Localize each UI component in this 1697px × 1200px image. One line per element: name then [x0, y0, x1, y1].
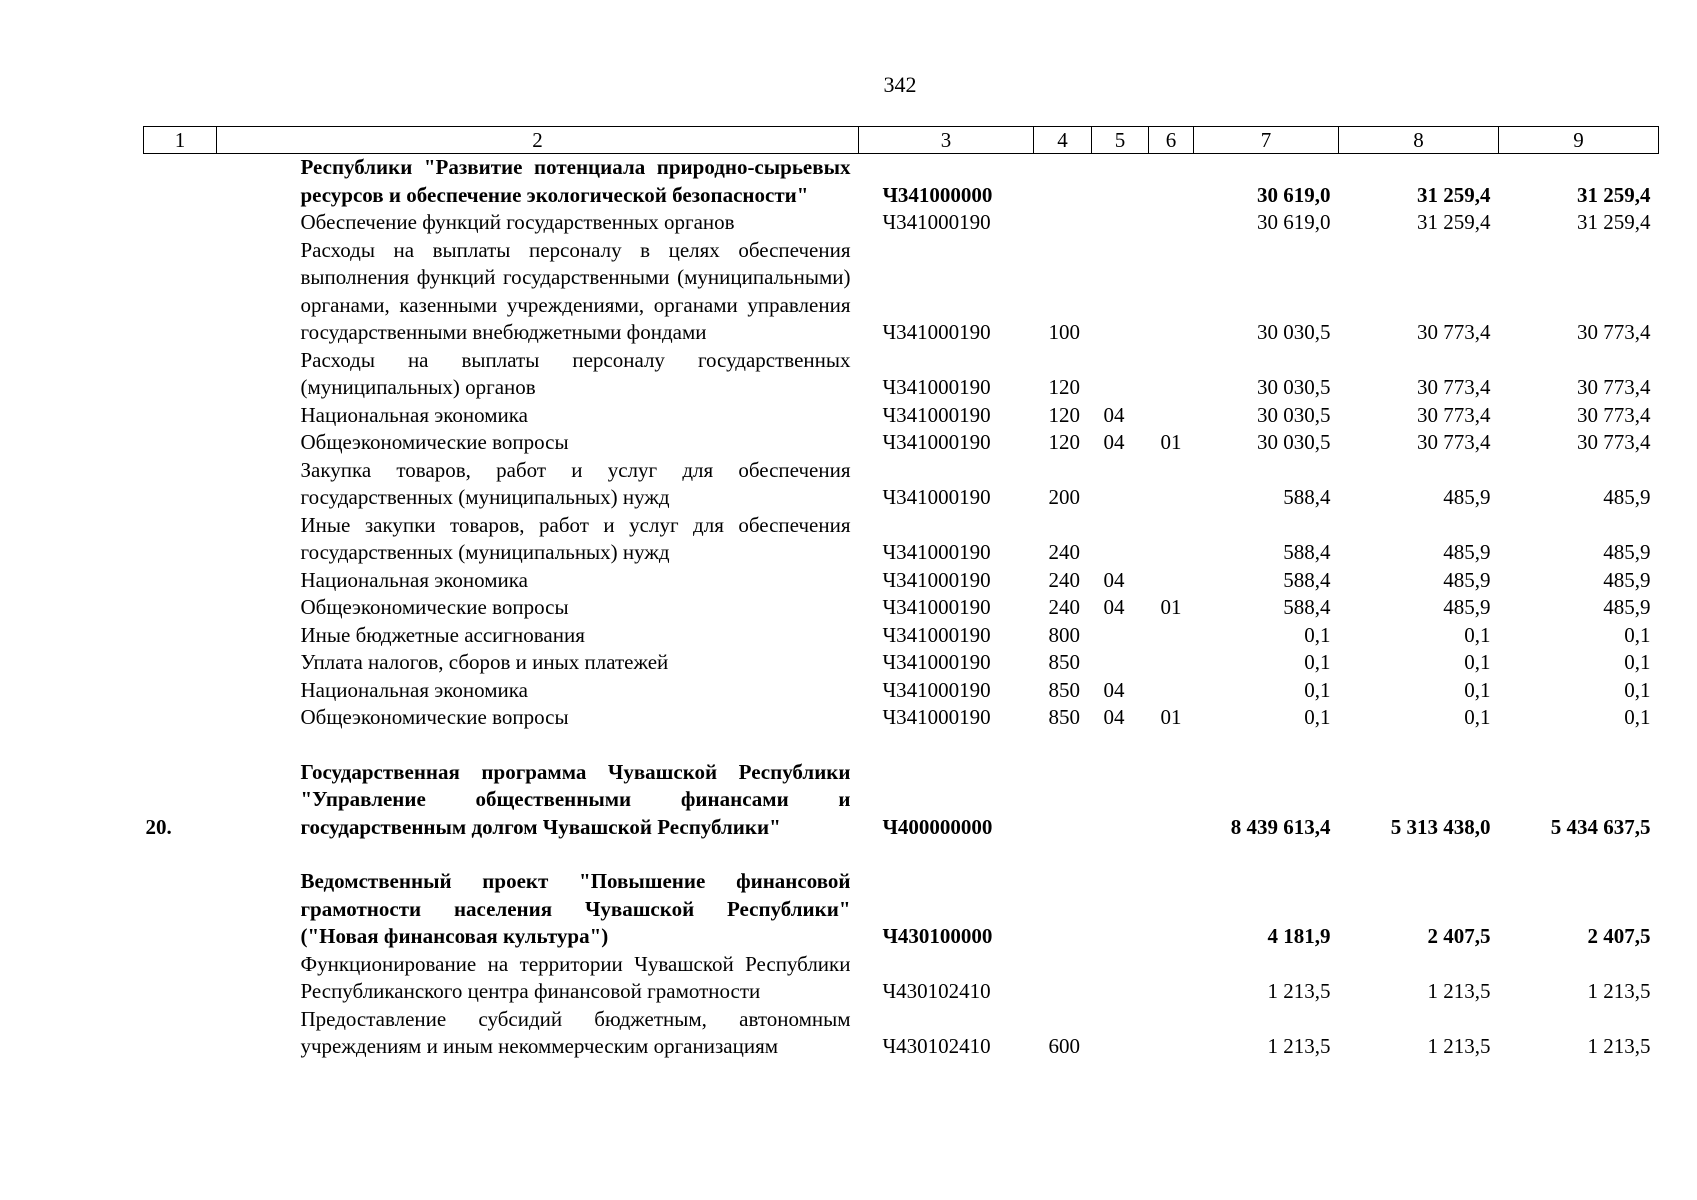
- amount-col-9: 30 773,4: [1577, 375, 1651, 399]
- amount-col-8: 31 259,4: [1417, 210, 1491, 234]
- subsection-code: [1149, 1006, 1194, 1061]
- row-name: Уплата налогов, сборов и иных платежей: [300, 650, 669, 674]
- section-code: 04: [1103, 567, 1125, 592]
- subsection-code: [1149, 237, 1194, 347]
- spacer-row: [144, 732, 1659, 759]
- amount-col-8: 2 407,5: [1427, 924, 1491, 948]
- table-row: [144, 677, 1659, 705]
- amount-col-7: 0,1: [1304, 650, 1331, 674]
- row-name: Национальная экономика: [300, 567, 528, 592]
- amount-col-9: 30 773,4: [1577, 320, 1651, 344]
- amount-col-7: 30 030,5: [1257, 402, 1331, 427]
- table-body: [144, 154, 1659, 1061]
- subsection-code: [1149, 677, 1194, 705]
- section-code: [1092, 457, 1149, 512]
- row-name: Функционирование на территории Чувашской Республики Республиканского центра финансовой грамотности: [300, 951, 851, 1003]
- expense-type-code: 240: [1048, 540, 1080, 564]
- section-code: [1092, 1006, 1149, 1061]
- target-code: Ч341000190: [882, 595, 991, 619]
- section-code: [1092, 512, 1149, 567]
- header-col-7: 7: [1194, 127, 1339, 154]
- amount-col-7: 0,1: [1304, 622, 1331, 647]
- table-row: [144, 347, 1659, 402]
- table-row: [144, 622, 1659, 650]
- amount-col-7: 8 439 613,4: [1230, 814, 1331, 839]
- table-row: [144, 951, 1659, 1006]
- table-row: [144, 237, 1659, 347]
- row-number: [144, 951, 217, 1006]
- subsection-code: [1149, 154, 1194, 210]
- expense-type-code: 200: [1048, 485, 1080, 509]
- expense-type-code: 120: [1048, 430, 1080, 454]
- subsection-code: [1149, 347, 1194, 402]
- row-number: [144, 237, 217, 347]
- amount-col-9: 485,9: [1603, 540, 1651, 564]
- amount-col-9: 1 213,5: [1587, 979, 1651, 1003]
- amount-col-7: 4 181,9: [1267, 924, 1331, 948]
- row-name: Национальная экономика: [300, 677, 528, 702]
- amount-col-9: 5 434 637,5: [1550, 814, 1651, 839]
- amount-col-7: 30 030,5: [1257, 320, 1331, 344]
- header-col-9: 9: [1499, 127, 1659, 154]
- expense-type-code: 850: [1048, 677, 1080, 702]
- header-col-3: 3: [859, 127, 1034, 154]
- section-code: 04: [1103, 430, 1125, 454]
- amount-col-8: 30 773,4: [1417, 430, 1491, 454]
- table-row: [144, 154, 1659, 210]
- amount-col-8: 1 213,5: [1427, 1034, 1491, 1058]
- amount-col-7: 1 213,5: [1267, 979, 1331, 1003]
- table-row: [144, 868, 1659, 951]
- page-number: 342: [883, 72, 917, 97]
- row-number: [144, 429, 217, 457]
- header-col-1: 1: [144, 127, 217, 154]
- section-code: [1092, 649, 1149, 677]
- expense-type-code: 240: [1048, 567, 1080, 592]
- subsection-code: [1149, 759, 1194, 842]
- section-code: [1092, 868, 1149, 951]
- table-row: [144, 512, 1659, 567]
- amount-col-9: 485,9: [1603, 595, 1651, 619]
- amount-col-7: 0,1: [1304, 677, 1331, 702]
- amount-col-8: 30 773,4: [1417, 375, 1491, 399]
- table-row: [144, 649, 1659, 677]
- row-name: Обеспечение функций государственных органов: [300, 210, 735, 234]
- section-code: [1092, 622, 1149, 650]
- spacer-cell: [144, 732, 1659, 759]
- amount-col-8: 485,9: [1443, 567, 1491, 592]
- amount-col-7: 30 619,0: [1257, 210, 1331, 234]
- amount-col-7: 30 030,5: [1257, 375, 1331, 399]
- expense-type-code: [1034, 759, 1092, 842]
- row-name: Национальная экономика: [300, 402, 528, 427]
- header-col-4: 4: [1034, 127, 1092, 154]
- row-number: [144, 154, 217, 210]
- table-row: [144, 594, 1659, 622]
- expense-type-code: 600: [1048, 1034, 1080, 1058]
- row-number: 20.: [145, 814, 172, 839]
- amount-col-7: 588,4: [1283, 485, 1331, 509]
- amount-col-8: 0,1: [1464, 677, 1491, 702]
- amount-col-7: 30 030,5: [1257, 430, 1331, 454]
- target-code: Ч341000190: [882, 622, 991, 647]
- amount-col-7: 588,4: [1283, 567, 1331, 592]
- amount-col-8: 485,9: [1443, 595, 1491, 619]
- table-row: [144, 402, 1659, 430]
- amount-col-9: 1 213,5: [1587, 1034, 1651, 1058]
- target-code: Ч341000190: [882, 375, 991, 399]
- expense-type-code: 850: [1048, 705, 1080, 729]
- target-code: Ч400000000: [882, 814, 993, 839]
- subsection-code: [1149, 951, 1194, 1006]
- target-code: Ч341000190: [882, 567, 991, 592]
- row-name: Общеэкономические вопросы: [300, 705, 569, 729]
- target-code: Ч341000190: [882, 650, 991, 674]
- section-code: [1092, 759, 1149, 842]
- expense-type-code: 100: [1048, 320, 1080, 344]
- target-code: Ч430102410: [882, 979, 991, 1003]
- row-number: [144, 512, 217, 567]
- row-number: [144, 347, 217, 402]
- row-number: [144, 704, 217, 732]
- header-col-6: 6: [1149, 127, 1194, 154]
- budget-table: [143, 126, 1659, 1061]
- row-name: Ведомственный проект "Повышение финансовой грамотности населения Чувашской Республики" ("Новая финансовая культура"): [300, 869, 851, 948]
- amount-col-9: 485,9: [1603, 485, 1651, 509]
- section-code: 04: [1103, 402, 1125, 427]
- amount-col-8: 5 313 438,0: [1390, 814, 1491, 839]
- target-code: Ч341000190: [882, 677, 991, 702]
- row-number: [144, 868, 217, 951]
- target-code: Ч341000190: [882, 485, 991, 509]
- expense-type-code: 240: [1048, 595, 1080, 619]
- table-row: [144, 457, 1659, 512]
- section-code: [1092, 237, 1149, 347]
- subsection-code: [1149, 567, 1194, 595]
- amount-col-9: 0,1: [1624, 650, 1651, 674]
- amount-col-8: 0,1: [1464, 705, 1491, 729]
- amount-col-7: 588,4: [1283, 540, 1331, 564]
- amount-col-9: 31 259,4: [1577, 210, 1651, 234]
- table-row: [144, 704, 1659, 732]
- amount-col-9: 0,1: [1624, 705, 1651, 729]
- target-code: Ч430102410: [882, 1034, 991, 1058]
- section-code: [1092, 347, 1149, 402]
- subsection-code: [1149, 457, 1194, 512]
- target-code: Ч341000190: [882, 210, 991, 234]
- target-code: Ч341000190: [882, 430, 991, 454]
- target-code: Ч341000000: [882, 182, 993, 207]
- row-name: Общеэкономические вопросы: [300, 430, 569, 454]
- expense-type-code: [1034, 868, 1092, 951]
- amount-col-7: 0,1: [1304, 705, 1331, 729]
- amount-col-9: 0,1: [1624, 622, 1651, 647]
- amount-col-8: 30 773,4: [1417, 402, 1491, 427]
- expense-type-code: 120: [1048, 375, 1080, 399]
- table-row: [144, 1006, 1659, 1061]
- target-code: Ч341000190: [882, 705, 991, 729]
- amount-col-9: 31 259,4: [1577, 182, 1651, 207]
- amount-col-9: 0,1: [1624, 677, 1651, 702]
- row-number: [144, 594, 217, 622]
- amount-col-7: 588,4: [1283, 595, 1331, 619]
- amount-col-9: 30 773,4: [1577, 402, 1651, 427]
- amount-col-8: 485,9: [1443, 540, 1491, 564]
- table-row: [144, 429, 1659, 457]
- amount-col-9: 30 773,4: [1577, 430, 1651, 454]
- row-number: [144, 1006, 217, 1061]
- row-number: [144, 209, 217, 237]
- header-col-5: 5: [1092, 127, 1149, 154]
- row-name: Республики "Развитие потенциала природно-сырьевых ресурсов и обеспечение экологической безопасности": [300, 155, 851, 207]
- section-code: [1092, 951, 1149, 1006]
- target-code: Ч341000190: [882, 540, 991, 564]
- spacer-row: [144, 841, 1659, 868]
- amount-col-7: 1 213,5: [1267, 1034, 1331, 1058]
- row-number: [144, 649, 217, 677]
- expense-type-code: [1034, 154, 1092, 210]
- expense-type-code: 850: [1048, 650, 1080, 674]
- row-number: [144, 567, 217, 595]
- subsection-code: [1149, 209, 1194, 237]
- spacer-cell: [144, 841, 1659, 868]
- row-number: [144, 402, 217, 430]
- subsection-code: [1149, 402, 1194, 430]
- subsection-code: 01: [1160, 705, 1182, 729]
- row-name: Расходы на выплаты персоналу в целях обеспечения выполнения функций государственными (муниципальными) органами, казенными учреждениями, органами управления государственными внебюджетными фондами: [300, 237, 851, 344]
- subsection-code: 01: [1160, 430, 1182, 454]
- expense-type-code: [1034, 951, 1092, 1006]
- amount-col-8: 0,1: [1464, 650, 1491, 674]
- subsection-code: [1149, 868, 1194, 951]
- row-name: Предоставление субсидий бюджетным, автономным учреждениям и иным некоммерческим организациям: [300, 1006, 851, 1058]
- section-code: [1092, 209, 1149, 237]
- header-col-8: 8: [1339, 127, 1499, 154]
- subsection-code: 01: [1160, 595, 1182, 619]
- row-number: [144, 677, 217, 705]
- table-row: [144, 759, 1659, 842]
- amount-col-9: 2 407,5: [1587, 924, 1651, 948]
- section-code: 04: [1103, 595, 1125, 619]
- header-col-2: 2: [217, 127, 859, 154]
- row-name: Расходы на выплаты персоналу государственных (муниципальных) органов: [300, 347, 851, 399]
- amount-col-8: 30 773,4: [1417, 320, 1491, 344]
- section-code: 04: [1103, 677, 1125, 702]
- amount-col-8: 31 259,4: [1417, 182, 1491, 207]
- target-code: Ч341000190: [882, 320, 991, 344]
- amount-col-7: 30 619,0: [1257, 182, 1331, 207]
- expense-type-code: 120: [1048, 402, 1080, 427]
- row-name: Закупка товаров, работ и услуг для обеспечения государственных (муниципальных) нужд: [300, 457, 851, 509]
- expense-type-code: 800: [1048, 622, 1080, 647]
- row-name: Общеэкономические вопросы: [300, 595, 569, 619]
- target-code: Ч341000190: [882, 402, 991, 427]
- row-number: [144, 622, 217, 650]
- target-code: Ч430100000: [882, 924, 993, 948]
- row-name: Государственная программа Чувашской Республики "Управление общественными финансами и государственным долгом Чувашской Республики": [300, 759, 851, 839]
- subsection-code: [1149, 512, 1194, 567]
- table-row: [144, 567, 1659, 595]
- subsection-code: [1149, 649, 1194, 677]
- section-code: [1092, 154, 1149, 210]
- amount-col-8: 485,9: [1443, 485, 1491, 509]
- table-row: [144, 209, 1659, 237]
- amount-col-9: 485,9: [1603, 567, 1651, 592]
- subsection-code: [1149, 622, 1194, 650]
- header-row: [144, 127, 1659, 154]
- amount-col-8: 1 213,5: [1427, 979, 1491, 1003]
- expense-type-code: [1034, 209, 1092, 237]
- row-name: Иные бюджетные ассигнования: [300, 622, 585, 647]
- amount-col-8: 0,1: [1464, 622, 1491, 647]
- section-code: 04: [1103, 705, 1125, 729]
- row-number: [144, 457, 217, 512]
- row-name: Иные закупки товаров, работ и услуг для обеспечения государственных (муниципальных) нужд: [300, 512, 851, 564]
